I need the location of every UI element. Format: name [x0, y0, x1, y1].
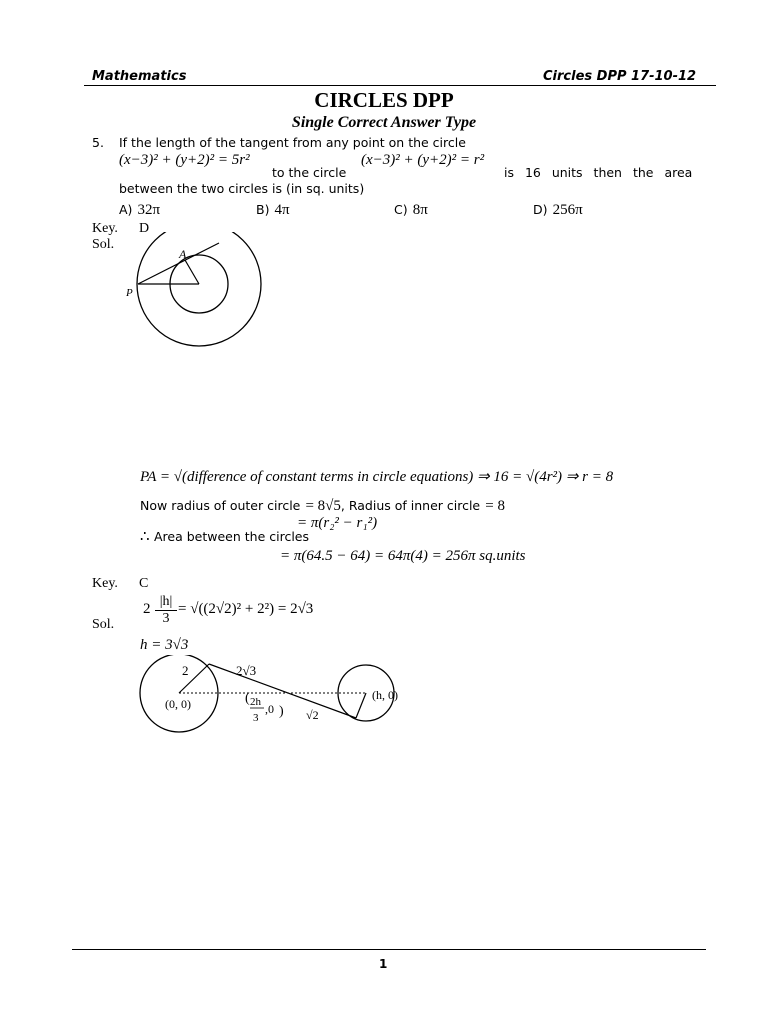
eq2-denominator: 3	[162, 611, 170, 626]
inner-radius-label: , Radius of inner circle	[340, 498, 481, 513]
equation-outer-circle: (x−3)² + (y+2)² = 5r²	[119, 152, 250, 168]
option-d[interactable]	[533, 199, 583, 219]
mid-open-paren: (	[245, 691, 250, 706]
question-stem: If the length of the tangent from any point on the circle	[119, 135, 466, 150]
option-c[interactable]	[394, 199, 428, 219]
eq2-right-side: = √((2√2)² + 2²) = 2√3	[178, 601, 314, 617]
option-b-label: B)	[256, 202, 270, 217]
therefore-symbol: ∴	[140, 529, 150, 545]
header-subject: Mathematics	[92, 69, 187, 84]
mid-close-paren: )	[279, 704, 284, 719]
question-number: 5.	[92, 135, 104, 150]
outer-radius-value: = 8√5	[305, 498, 341, 514]
area-formula: = π(r₂² − r₁²)	[297, 515, 378, 531]
area-result: = π(64.5 − 64) = 64π(4) = 256π sq.units	[280, 548, 526, 564]
point-a-label: A	[179, 247, 187, 261]
area-label: Area between the circles	[154, 529, 310, 544]
section-subtitle: Single Correct Answer Type	[291, 114, 477, 131]
option-a-value: 32π	[137, 202, 161, 218]
footer-rule	[72, 949, 706, 950]
two-circles-figure	[134, 655, 424, 735]
sol-label-2: Sol.	[92, 617, 115, 632]
radius-to-tangent-point	[185, 260, 199, 284]
eq2-fraction	[155, 594, 177, 627]
point-p-label: P	[126, 287, 133, 299]
question-mid-text: to the circle	[272, 165, 347, 180]
key-answer-1: D	[139, 221, 150, 236]
page-title: CIRCLES DPP	[314, 88, 454, 112]
h-value: h = 3√3	[140, 637, 189, 653]
key-label-2: Key.	[92, 576, 118, 591]
question-tail: is 16 units then the area	[504, 165, 693, 180]
option-b-value: 4π	[274, 202, 290, 218]
tangent-length-label: 2√3	[236, 663, 257, 678]
root2-label: √2	[306, 708, 319, 722]
key-answer-2: C	[139, 576, 149, 591]
origin-label: (0, 0)	[165, 697, 191, 711]
mid-denominator: 3	[253, 712, 259, 724]
mid-numerator: 2h	[250, 696, 261, 708]
option-d-value: 256π	[552, 202, 583, 218]
option-c-label: C)	[394, 202, 408, 217]
equation-inner-circle: (x−3)² + (y+2)² = r²	[361, 152, 485, 168]
option-b[interactable]	[256, 199, 290, 219]
question-stem-2: between the two circles is (in sq. units)	[119, 181, 365, 196]
option-a[interactable]	[119, 199, 160, 219]
header-rule	[84, 85, 716, 86]
solution-line-2	[140, 495, 505, 515]
eq2-numerator: |h|	[155, 594, 177, 611]
header-doc-id: Circles DPP 17-10-12	[543, 69, 697, 84]
page-number: 1	[379, 957, 388, 971]
option-a-label: A)	[119, 202, 133, 217]
eq2-coefficient: 2	[143, 601, 151, 617]
inner-radius-value: = 8	[485, 498, 505, 514]
option-c-value: 8π	[412, 202, 428, 218]
sol-label-1: Sol.	[92, 237, 115, 252]
outer-radius-label: Now radius of outer circle	[140, 498, 301, 513]
right-radius	[356, 693, 366, 718]
radius-2-label: 2	[182, 663, 189, 678]
outer-circle	[137, 232, 261, 346]
h-point-label: (h, 0)	[372, 688, 398, 702]
key-label-1: Key.	[92, 221, 118, 236]
concentric-circles-figure	[118, 232, 268, 347]
option-d-label: D)	[533, 202, 548, 217]
solution-line-1: PA = √(difference of constant terms in circle equations) ⇒ 16 = √(4r²) ⇒ r = 8	[140, 469, 614, 485]
mid-y-coord: ,0	[265, 702, 274, 716]
